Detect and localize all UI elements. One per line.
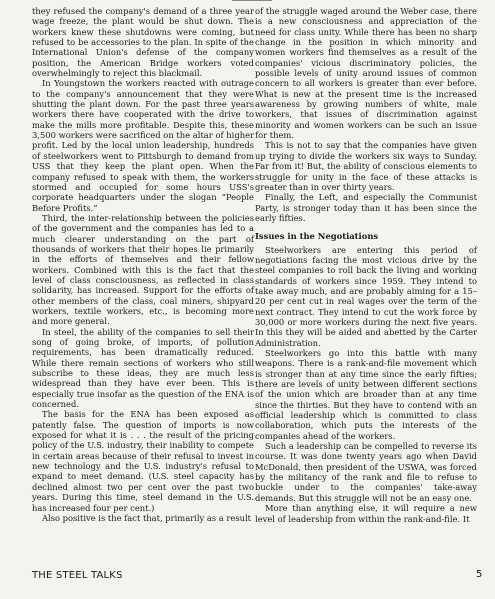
right-column (255, 6, 477, 524)
body-paragraph: of the struggle waged around the Weber case, there is a new consciousness and appreciation of the need for class unity. While there has been no sharp change in the position in which minority and women workers find themselves as a result of the companies' vicious discriminatory policies, the possible levels of unity around issues of common concern to all workers is greater than ever before. What is new at the present time is the increased awareness by growing numbers of white, male workers, that issues of discrimination against minority and women workers can be such an issue for them. (255, 6, 477, 141)
body-paragraph: Steelworkers go into this battle with many weapons. There is a rank-and-file movement which is stronger than at any time since the early fifties; there are levels of unity between different sections of the union which are broader than at any time since the thirties. But they have to contend with an official leadership which is committed to class collaboration, which puts the interests of the companies ahead of the workers. (255, 348, 477, 441)
top-rule (232, 0, 272, 1)
body-paragraph: In steel, the ability of the companies to sell their song of going broke, of imports, of pollution requirements, has been dramatically reduced. While there remain sections of workers who still subscribe to these ideas, they are much less widespread than they have ever been. This is especially true insofar as the question of the ENA is concerned. (32, 326, 254, 410)
left-column (32, 6, 254, 523)
body-paragraph: Also positive is the fact that, primarily as a result (42, 512, 252, 523)
page-number: 5 (476, 569, 483, 580)
body-paragraph: In Youngstown the workers reacted with outrage to the company's announcement that they were shutting the plant down. For the past three years workers there have cooperated with the drive to make the mills more profitable. Despite this, these 3,500 workers were sacrificed on the altar of higher profit. Led by the local union leadership, hundreds of steelworkers went to Pittsburgh to demand from USS that they keep the plant open. When the company refused to speak with them, the workers stormed and occupied for some hours USS's corporate headquarters under the slogan “People Before Profits.” (32, 78, 254, 213)
publication-title: THE STEEL TALKS (32, 570, 123, 581)
body-paragraph: Third, the inter-relationship between the policies of the government and the companies has led to a much clearer understanding on the part of thousands of workers that their hopes lie primarily in the efforts of themselves and their fellow workers. Combined with this is the fact that the level of class consciousness, as reflected in class solidarity, has increased. Support for the efforts of other members of the class, coal miners, shipyard workers, textile workers, etc., is becoming more and more general. (32, 212, 254, 327)
body-paragraph: This is not to say that the companies have given up trying to divide the workers six ways to Sunday. Far from it! But, the ability of conscious elements to struggle for unity in the face of these attacks is greater than in over thirty years. (255, 140, 477, 192)
body-paragraph: Finally, the Left, and especially the Communist Party, is stronger today than it has been since the early fifties. (255, 192, 477, 223)
body-paragraph: More than anything else, it will require a new level of leadership from within the rank-and-file. It (255, 503, 477, 524)
section-heading: Issues in the Negotiations (255, 231, 379, 242)
body-paragraph: they refused the company's demand of a three year wage freeze, the plant would be shut down. The workers knew these shutdowns were coming, but refused to be accessories to the plan. In spite of the International Union's defense of the company position, the American Bridge workers voted overwhelmingly to reject this blackmail. (32, 6, 254, 79)
body-paragraph: Steelworkers are entering this period of negotiations facing the most vicious drive by the steel companies to roll back the living and working standards of workers since 1959. They intend to take away much, and are probably aiming for a 15–20 per cent cut in real wages over the term of the next contract. They intend to cut the work force by 30,000 or more workers during the next five years. In this they will be aided and abetted by the Carter Administration. (255, 244, 477, 348)
body-paragraph: The basis for the ENA has been exposed as patently false. The question of imports is now exposed for what it is . . . the result of the pricing policy of the U.S. industry, their inability to compete in certain areas because of their refusal to invest in new technology and the U.S. industry's refusal to expand to meet demand. (U.S. steel capacity has declined almost two per cent over the past two years. During this time, steel demand in the U.S. has increased four per cent.) (32, 409, 254, 513)
body-paragraph: Such a leadership can be compelled to reverse its course. It was done twenty years ago when David McDonald, then president of the USWA, was forced by the militancy of the rank and file to refuse to buckle under to the companies' take-away demands. But this struggle will not be an easy one. (255, 441, 477, 503)
